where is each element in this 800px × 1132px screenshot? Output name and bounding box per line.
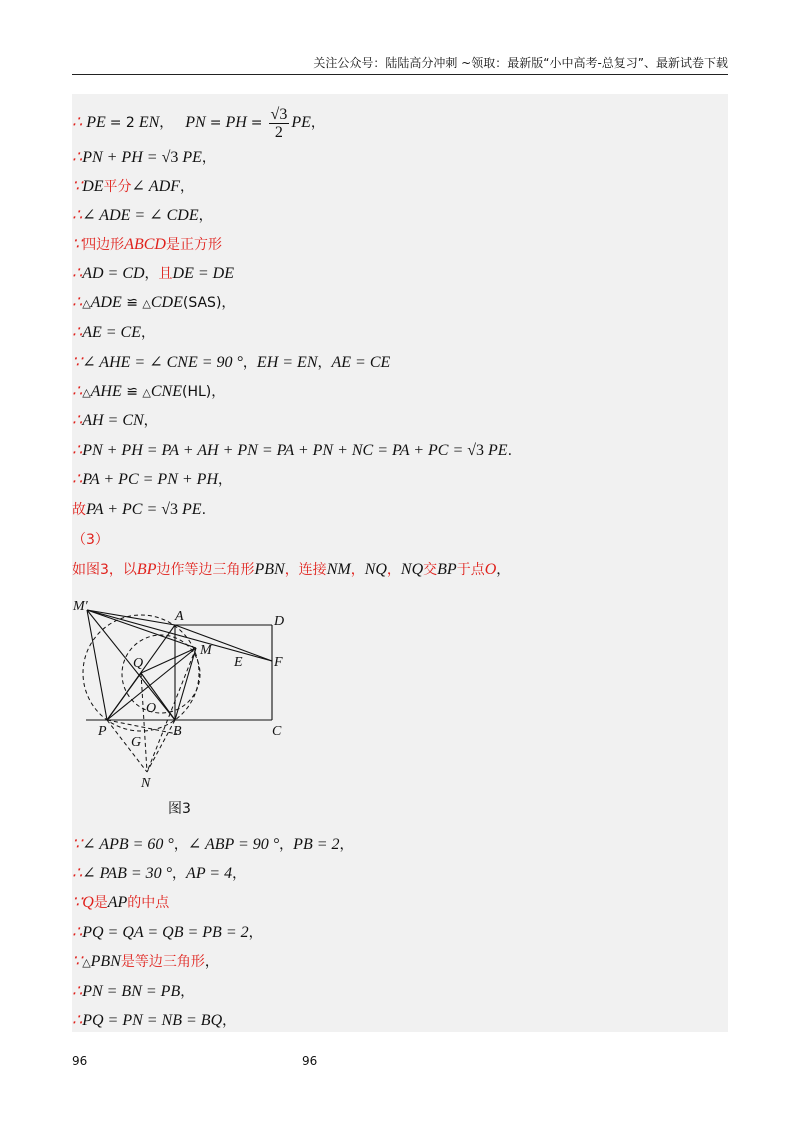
therefore-symbol: ∴: [72, 383, 83, 400]
chinese-text: 如图3，以: [72, 562, 137, 578]
math-text: NQ: [400, 561, 424, 578]
chinese-text: 平分: [103, 179, 132, 195]
math-text: =: [209, 115, 222, 132]
punctuation: ，: [350, 562, 365, 578]
solution-content: [72, 94, 728, 1032]
math-text: DE = DE: [172, 265, 234, 282]
proof-line-13: [72, 470, 232, 490]
segment-M-prime-P: [87, 610, 107, 720]
label-M-prime: M′: [73, 599, 88, 614]
punctuation: ，: [221, 295, 236, 311]
because-symbol: ∵: [72, 354, 83, 371]
fraction-numerator: √3: [270, 106, 288, 123]
proof-line-12: [72, 441, 512, 461]
math-text: PN: [185, 114, 206, 132]
therefore-symbol: ∴: [72, 412, 83, 429]
math-text: PE: [178, 149, 202, 166]
math-text: PE: [484, 442, 508, 459]
label-E: E: [234, 655, 243, 670]
therefore-symbol: ∴: [72, 114, 83, 132]
math-text: BP: [437, 561, 457, 578]
math-text: PN + PH = PA + AH + PN = PA + PN + NC = PA + PC =: [82, 442, 468, 459]
because-symbol: ∵: [72, 894, 83, 911]
proof-line-8: [72, 323, 155, 343]
proof-line-17: [72, 835, 354, 855]
math-text: ABCD: [124, 236, 166, 253]
label-B: B: [173, 724, 182, 739]
math-text: AHE: [90, 383, 122, 400]
punctuation: ，: [232, 866, 247, 882]
punctuation: ，: [339, 837, 354, 853]
sqrt-value: √3: [161, 501, 179, 518]
chinese-text: 故: [72, 502, 86, 518]
math-text: NQ: [364, 561, 387, 578]
chinese-text: 的中点: [127, 895, 170, 911]
therefore-symbol: ∴: [72, 294, 83, 311]
label-Q: Q: [133, 656, 144, 671]
punctuation: ，: [143, 413, 158, 429]
math-text: PE: [86, 114, 106, 132]
triangle-icon: △: [142, 387, 151, 399]
proof-line-23: [72, 1011, 236, 1031]
therefore-symbol: ∴: [72, 324, 83, 341]
punctuation: ，: [172, 866, 187, 882]
math-text: PE: [178, 501, 202, 518]
math-text: DE: [82, 178, 104, 195]
label-N: N: [141, 776, 151, 791]
proof-line-19: [72, 893, 169, 913]
punctuation: ，: [180, 179, 195, 195]
punctuation: .: [201, 502, 207, 518]
therefore-symbol: ∴: [72, 924, 83, 941]
footer-page-number-center: [302, 1054, 317, 1068]
chinese-text: 是: [93, 895, 108, 911]
label-F: F: [274, 655, 283, 670]
label-A: A: [175, 609, 184, 624]
sqrt-value: √3: [161, 149, 179, 166]
math-text: PQ = PN = NB = BQ: [82, 1012, 223, 1029]
proof-line-1: [72, 106, 325, 141]
math-text: ∠ ABP = 90 °: [187, 836, 280, 853]
math-text: ≌: [121, 295, 143, 311]
chinese-text: 是正方形: [165, 237, 222, 253]
math-text: =: [250, 115, 263, 132]
segment-M-prime-B: [87, 610, 175, 720]
fraction-denominator: 2: [274, 124, 283, 141]
math-text: AD = CD: [82, 265, 145, 282]
because-symbol: ∵: [72, 836, 83, 853]
triangle-icon: △: [142, 298, 151, 310]
label-O: O: [146, 701, 157, 716]
punctuation: ，: [204, 954, 219, 970]
punctuation: ，: [140, 325, 155, 341]
punctuation: ，: [279, 837, 294, 853]
page-header: [72, 54, 728, 75]
math-text: BP: [136, 561, 157, 578]
math-text: PN + PH =: [82, 149, 162, 166]
triangle-icon: △: [82, 298, 91, 310]
segment-AF: [175, 625, 272, 661]
label-P: P: [98, 724, 107, 739]
math-text: Q: [82, 894, 94, 911]
chinese-text: ，连接: [284, 562, 327, 578]
proof-line-16: [72, 560, 510, 580]
punctuation: ，: [242, 355, 257, 371]
therefore-symbol: ∴: [72, 149, 83, 166]
chinese-text: 交: [423, 562, 438, 578]
proof-line-18: [72, 864, 246, 884]
punctuation: .: [507, 443, 513, 459]
math-text: ADE: [90, 294, 122, 311]
page-number: 96: [72, 1054, 88, 1068]
math-text: CNE: [150, 383, 182, 400]
fraction: [269, 106, 290, 141]
proof-line-10: [72, 382, 225, 403]
proof-line-9: [72, 353, 390, 373]
math-text: ∠ ADF: [131, 178, 181, 195]
punctuation: ，: [317, 355, 332, 371]
therefore-symbol: ∴: [72, 442, 83, 459]
punctuation: ，: [211, 384, 226, 400]
math-text: AH = CN: [82, 412, 144, 429]
proof-line-4: [72, 206, 213, 226]
therefore-symbol: ∴: [72, 265, 83, 282]
figure-caption: 图3: [168, 801, 191, 817]
chinese-text: 于点: [456, 562, 485, 578]
part-3-label: [72, 530, 109, 550]
punctuation: ，: [144, 266, 159, 282]
label-G: G: [131, 735, 142, 750]
math-text: PH: [225, 114, 247, 132]
punctuation: ，: [180, 984, 195, 1000]
math-text: EH = EN: [256, 354, 318, 371]
math-text: ≌: [121, 384, 143, 400]
proof-line-5: [72, 235, 222, 255]
punctuation: ，: [386, 562, 401, 578]
therefore-symbol: ∴: [72, 983, 83, 1000]
proof-line-20: [72, 923, 263, 943]
proof-line-21: [72, 952, 219, 973]
label-C: C: [272, 724, 282, 739]
header-text: 关注公众号：陆陆高分冲刺 ~领取：最新版“小中高考-总复习”、最新试卷下载: [313, 56, 728, 70]
therefore-symbol: ∴: [72, 865, 83, 882]
punctuation: ，: [222, 1013, 237, 1029]
label-M: M: [200, 643, 212, 658]
punctuation: ，: [496, 562, 511, 578]
therefore-symbol: ∴: [72, 471, 83, 488]
chinese-text: 且: [158, 266, 173, 282]
geometry-figure-3: [72, 594, 302, 824]
sqrt-value: √3: [467, 442, 485, 459]
because-symbol: ∵: [72, 236, 83, 253]
math-text: PN = BN = PB: [82, 983, 181, 1000]
math-text: PBN: [254, 561, 285, 578]
proof-line-2: [72, 148, 216, 168]
math-text: PQ = QA = QB = PB = 2: [82, 924, 249, 941]
segment-M-prime-A: [87, 610, 175, 625]
footer-page-number-left: [72, 1054, 87, 1068]
punctuation: ，: [159, 115, 174, 132]
math-text: EN: [138, 114, 160, 132]
math-text: ∠ APB = 60 °: [82, 836, 174, 853]
math-text: PBN: [90, 953, 121, 970]
math-text: ∠ AHE = ∠ CNE = 90 °: [82, 354, 243, 371]
math-text: PE: [291, 114, 311, 132]
math-text: AE = CE: [331, 354, 391, 371]
math-text: NM: [326, 561, 351, 578]
punctuation: ，: [248, 925, 263, 941]
proof-line-22: [72, 982, 194, 1002]
because-symbol: ∵: [72, 178, 83, 195]
punctuation: ，: [198, 208, 213, 224]
chinese-text: 是等边三角形: [120, 954, 205, 970]
math-text: PA + PC = PN + PH: [82, 471, 218, 488]
math-text: (SAS): [182, 295, 222, 311]
punctuation: ，: [201, 150, 216, 166]
math-text: CDE: [150, 294, 183, 311]
punctuation: ，: [310, 115, 325, 132]
math-text: AE = CE: [82, 324, 141, 341]
math-text: AP = 4: [186, 865, 233, 882]
math-text: (HL): [182, 384, 212, 400]
math-text: PB = 2: [293, 836, 340, 853]
math-text: O: [484, 561, 497, 578]
proof-line-11: [72, 411, 158, 431]
therefore-symbol: ∴: [72, 1012, 83, 1029]
proof-line-14: [72, 500, 206, 520]
math-text: ∠ ADE = ∠ CDE: [82, 207, 199, 224]
punctuation: ，: [218, 472, 232, 488]
proof-line-3: [72, 177, 194, 197]
math-text: AP: [107, 894, 128, 911]
proof-line-6: [72, 264, 234, 284]
part-number: （3）: [72, 532, 109, 548]
because-symbol: ∵: [72, 953, 83, 970]
therefore-symbol: ∴: [72, 207, 83, 224]
label-D: D: [274, 614, 285, 629]
proof-line-7: [72, 293, 235, 314]
punctuation: ，: [173, 837, 188, 853]
page-number: 96: [302, 1054, 318, 1068]
chinese-text: 四边形: [82, 237, 125, 253]
math-text: PA + PC =: [86, 501, 162, 518]
triangle-icon: △: [82, 387, 91, 399]
triangle-icon: △: [82, 957, 91, 969]
chinese-text: 边作等边三角形: [156, 562, 255, 578]
math-text: = 2: [109, 115, 135, 132]
math-text: ∠ PAB = 30 °: [82, 865, 173, 882]
